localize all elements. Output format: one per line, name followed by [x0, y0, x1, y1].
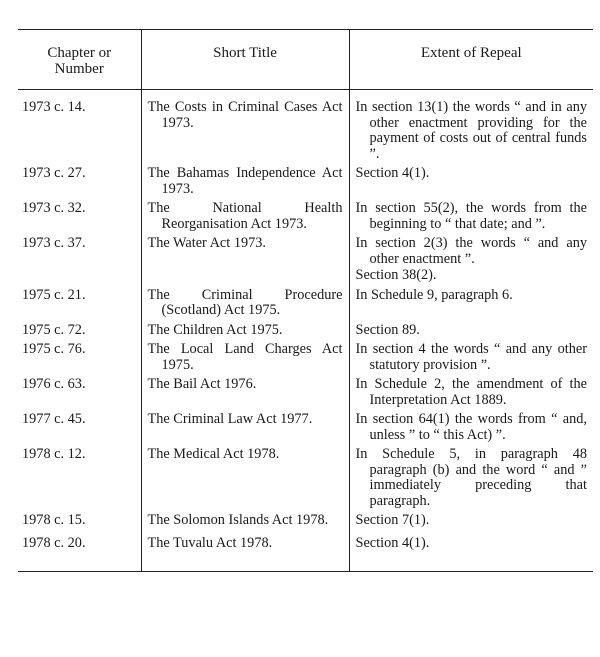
extent-cell: [349, 163, 593, 198]
short-title-text: The Solomon Islands Act 1978.: [147, 512, 329, 528]
extent-text-additional: Section 38(2).: [355, 267, 437, 283]
repeal-schedule: [18, 29, 593, 572]
extent-cell: [349, 374, 593, 409]
extent-text: In Schedule 5, in paragraph 48 paragraph (b) and the word “ and ” immediately preceding that paragraph.: [355, 446, 587, 509]
chapter-cell: 1973 c. 14.: [18, 90, 141, 164]
chapter-cell: 1978 c. 15.: [18, 510, 141, 530]
chapter-cell: 1973 c. 32.: [18, 198, 141, 233]
short-title-text: The Criminal Procedure (Scotland) Act 1975.: [147, 286, 343, 318]
short-title-text: The Bail Act 1976.: [147, 376, 257, 392]
chapter-cell: 1977 c. 45.: [18, 409, 141, 444]
short-title-cell: [141, 374, 349, 409]
table-row: [18, 233, 593, 285]
extent-text: In section 64(1) the words from “ and, unless ” to “ this Act) ”.: [355, 411, 587, 443]
extent-cell: [349, 339, 593, 374]
short-title-cell: [141, 444, 349, 510]
extent-cell: [349, 444, 593, 510]
short-title-cell: [141, 233, 349, 285]
short-title-cell: [141, 163, 349, 198]
short-title-cell: [141, 530, 349, 572]
table-row: [18, 285, 593, 320]
chapter-cell: 1978 c. 20.: [18, 530, 141, 572]
chapter-cell: 1975 c. 21.: [18, 285, 141, 320]
table-row: [18, 530, 593, 572]
chapter-cell: 1973 c. 37.: [18, 233, 141, 285]
table-row: [18, 320, 593, 340]
extent-text: In section 55(2), the words from the beginning to “ that date; and ”.: [355, 200, 587, 232]
short-title-text: The Bahamas Independence Act 1973.: [147, 165, 343, 197]
table-row: [18, 198, 593, 233]
chapter-cell: 1973 c. 27.: [18, 163, 141, 198]
extent-cell: [349, 233, 593, 285]
table-row: [18, 444, 593, 510]
extent-text: In section 2(3) the words “ and any other enactment ”.: [355, 235, 587, 267]
header-short-title: Short Title: [141, 30, 349, 90]
table-row: [18, 90, 593, 164]
table-row: [18, 163, 593, 198]
table-row: [18, 409, 593, 444]
short-title-text: The Medical Act 1978.: [147, 446, 280, 462]
short-title-cell: [141, 339, 349, 374]
extent-text: In Schedule 2, the amendment of the Interpretation Act 1889.: [355, 376, 587, 408]
extent-text: Section 7(1).: [355, 512, 430, 528]
short-title-text: The Local Land Charges Act 1975.: [147, 341, 343, 373]
extent-cell: [349, 510, 593, 530]
extent-cell: [349, 90, 593, 164]
extent-cell: [349, 198, 593, 233]
chapter-cell: 1978 c. 12.: [18, 444, 141, 510]
table-row: [18, 374, 593, 409]
chapter-cell: 1975 c. 72.: [18, 320, 141, 340]
extent-text: Section 89.: [355, 321, 420, 338]
header-extent-of-repeal: Extent of Repeal: [349, 30, 593, 90]
table-row: [18, 510, 593, 530]
extent-text: In section 4 the words “ and any other statutory provision ”.: [355, 341, 587, 373]
extent-text: In section 13(1) the words “ and in any other enactment providing for the payment of costs out of central funds ”.: [355, 99, 587, 162]
extent-cell: [349, 409, 593, 444]
short-title-text: The Costs in Criminal Cases Act 1973.: [147, 99, 343, 131]
short-title-cell: [141, 409, 349, 444]
short-title-text: The Tuvalu Act 1978.: [147, 534, 273, 551]
repeal-table: [18, 29, 593, 572]
extent-text: Section 4(1).: [355, 534, 430, 551]
header-row: [18, 30, 593, 90]
table-row: [18, 339, 593, 374]
short-title-cell: [141, 320, 349, 340]
extent-cell: [349, 285, 593, 320]
short-title-cell: [141, 285, 349, 320]
short-title-cell: [141, 198, 349, 233]
short-title-text: The Children Act 1975.: [147, 321, 283, 338]
extent-text: Section 4(1).: [355, 165, 430, 181]
chapter-cell: 1975 c. 76.: [18, 339, 141, 374]
short-title-cell: [141, 90, 349, 164]
short-title-cell: [141, 510, 349, 530]
short-title-text: The Criminal Law Act 1977.: [147, 411, 313, 427]
extent-text: In Schedule 9, paragraph 6.: [355, 286, 513, 303]
chapter-cell: 1976 c. 63.: [18, 374, 141, 409]
extent-cell: [349, 320, 593, 340]
extent-cell: [349, 530, 593, 572]
short-title-text: The Water Act 1973.: [147, 235, 266, 251]
short-title-text: The National Health Reorganisation Act 1973.: [147, 200, 343, 232]
header-chapter: Chapter or Number: [18, 30, 141, 90]
